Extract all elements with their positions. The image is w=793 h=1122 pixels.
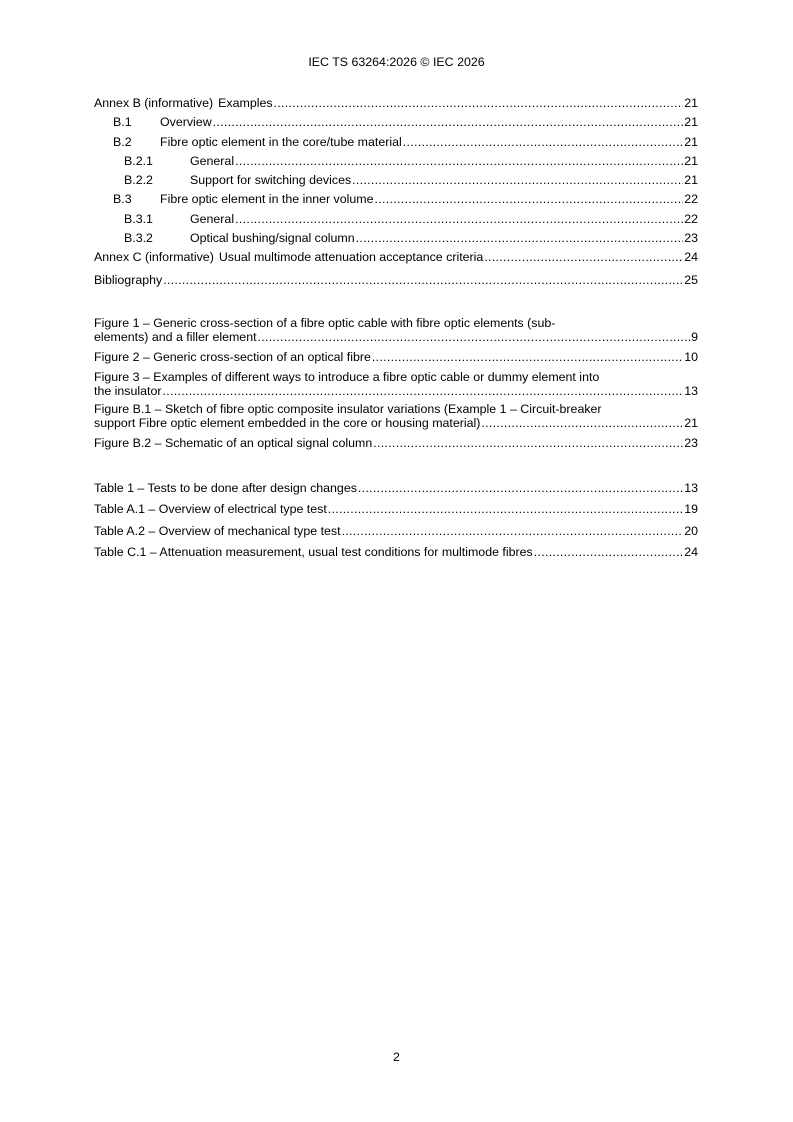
table-page: 13 — [684, 480, 698, 495]
table-entry-a1[interactable] — [94, 499, 698, 521]
figure-page: 23 — [684, 435, 698, 450]
dot-leader — [375, 190, 684, 209]
toc-entry-b3[interactable] — [94, 190, 698, 209]
toc-page: 21 — [684, 134, 698, 149]
table-entry-1[interactable] — [94, 478, 698, 500]
toc-number: B.1 — [113, 115, 132, 130]
figure-title: Figure 2 – Generic cross-section of an optical fibre — [94, 349, 371, 364]
figure-title-line-1: Figure 1 – Generic cross-section of a fibre optic cable with fibre optic elements (sub- — [94, 315, 556, 330]
toc-entry-bibliography[interactable] — [94, 271, 698, 290]
toc-number: B.2 — [113, 134, 132, 149]
table-title: Table A.2 – Overview of mechanical type test — [94, 523, 341, 538]
toc-number: B.2.1 — [124, 153, 153, 168]
toc-title: Usual multimode attenuation acceptance criteria — [218, 250, 484, 265]
dot-leader — [342, 521, 684, 543]
table-page: 19 — [684, 502, 698, 517]
table-page: 20 — [684, 523, 698, 538]
figure-entry-2[interactable] — [94, 348, 698, 367]
dot-leader — [213, 113, 684, 132]
toc-number: B.3 — [113, 192, 132, 207]
dot-leader — [163, 271, 683, 290]
dot-leader — [534, 542, 683, 564]
toc-number: Annex C (informative) — [94, 250, 214, 265]
toc-entry-b32[interactable] — [94, 229, 698, 248]
toc-page: 22 — [684, 192, 698, 207]
dot-leader — [328, 499, 683, 521]
dot-leader — [352, 171, 683, 190]
toc-title: Optical bushing/signal column — [190, 231, 355, 246]
toc-number: B.3.1 — [124, 211, 153, 226]
toc-title: Overview — [160, 115, 212, 130]
dot-leader — [163, 384, 684, 399]
dot-leader — [356, 229, 684, 248]
toc-title: Fibre optic element in the core/tube material — [160, 134, 402, 149]
toc-entry-b21[interactable] — [94, 152, 698, 171]
toc-page: 21 — [684, 153, 698, 168]
toc-page: 21 — [684, 173, 698, 188]
toc-title: Examples — [218, 96, 273, 110]
dot-leader — [235, 210, 683, 229]
dot-leader — [403, 133, 683, 152]
dot-leader — [372, 348, 683, 367]
page-number: 2 — [393, 1050, 400, 1064]
toc-title: Support for switching devices — [190, 173, 352, 188]
figure-title: Figure B.2 – Schematic of an optical signal column — [94, 435, 373, 450]
table-entry-a2[interactable] — [94, 521, 698, 543]
dot-leader — [235, 152, 683, 171]
table-title: Table C.1 – Attenuation measurement, usual test conditions for multimode fibres — [94, 545, 533, 560]
dot-leader — [274, 94, 684, 113]
figure-page: 10 — [684, 349, 698, 364]
figure-entry-3[interactable] — [94, 370, 698, 399]
toc-page: 21 — [684, 115, 698, 130]
toc-title: General — [190, 153, 235, 168]
figure-title-line-2: the insulator — [94, 384, 162, 399]
figure-entry-b2[interactable] — [94, 434, 698, 453]
toc-page: 21 — [684, 96, 698, 110]
toc-page: 22 — [684, 211, 698, 226]
figure-title-line-2: support Fibre optic element embedded in the core or housing material) — [94, 416, 481, 431]
figure-entry-1[interactable] — [94, 316, 698, 345]
toc-number: Annex B (informative) — [94, 96, 214, 110]
table-title: Table A.1 – Overview of electrical type test — [94, 502, 327, 517]
toc-page: 24 — [684, 250, 698, 265]
dot-leader — [373, 434, 683, 453]
toc-title: Fibre optic element in the inner volume — [160, 192, 374, 207]
figure-page: 9 — [691, 330, 698, 345]
dot-leader — [358, 478, 683, 500]
toc-entry-b2[interactable] — [94, 133, 698, 152]
toc-entry-b1[interactable] — [94, 113, 698, 132]
dot-leader — [258, 330, 691, 345]
table-page: 24 — [684, 545, 698, 560]
toc-page: 23 — [684, 231, 698, 246]
table-of-contents — [94, 94, 698, 564]
toc-entry-b22[interactable] — [94, 171, 698, 190]
toc-title: Bibliography — [94, 272, 163, 287]
toc-entry-annex-c[interactable] — [94, 248, 698, 267]
dot-leader — [481, 416, 683, 431]
figure-title-line-1: Figure 3 – Examples of different ways to introduce a fibre optic cable or dummy element into — [94, 369, 600, 384]
spacer — [94, 453, 698, 478]
table-title: Table 1 – Tests to be done after design changes — [94, 480, 357, 495]
toc-title: General — [190, 211, 235, 226]
figure-title-line-1: Figure B.1 – Sketch of fibre optic composite insulator variations (Example 1 – Circuit-breaker — [94, 401, 602, 416]
table-entry-c1[interactable] — [94, 542, 698, 564]
toc-number: B.3.2 — [124, 231, 153, 246]
figure-title-line-2: elements) and a filler element — [94, 330, 257, 345]
toc-number: B.2.2 — [124, 173, 153, 188]
toc-entry-b31[interactable] — [94, 210, 698, 229]
toc-entry-annex-b[interactable] — [94, 94, 698, 113]
figure-entry-b1[interactable] — [94, 402, 698, 431]
page-header: IEC TS 63264:2026 © IEC 2026 — [308, 55, 485, 69]
dot-leader — [484, 248, 683, 267]
figure-page: 13 — [684, 384, 698, 399]
spacer — [94, 290, 698, 316]
figure-page: 21 — [684, 416, 698, 431]
toc-page: 25 — [684, 272, 698, 287]
